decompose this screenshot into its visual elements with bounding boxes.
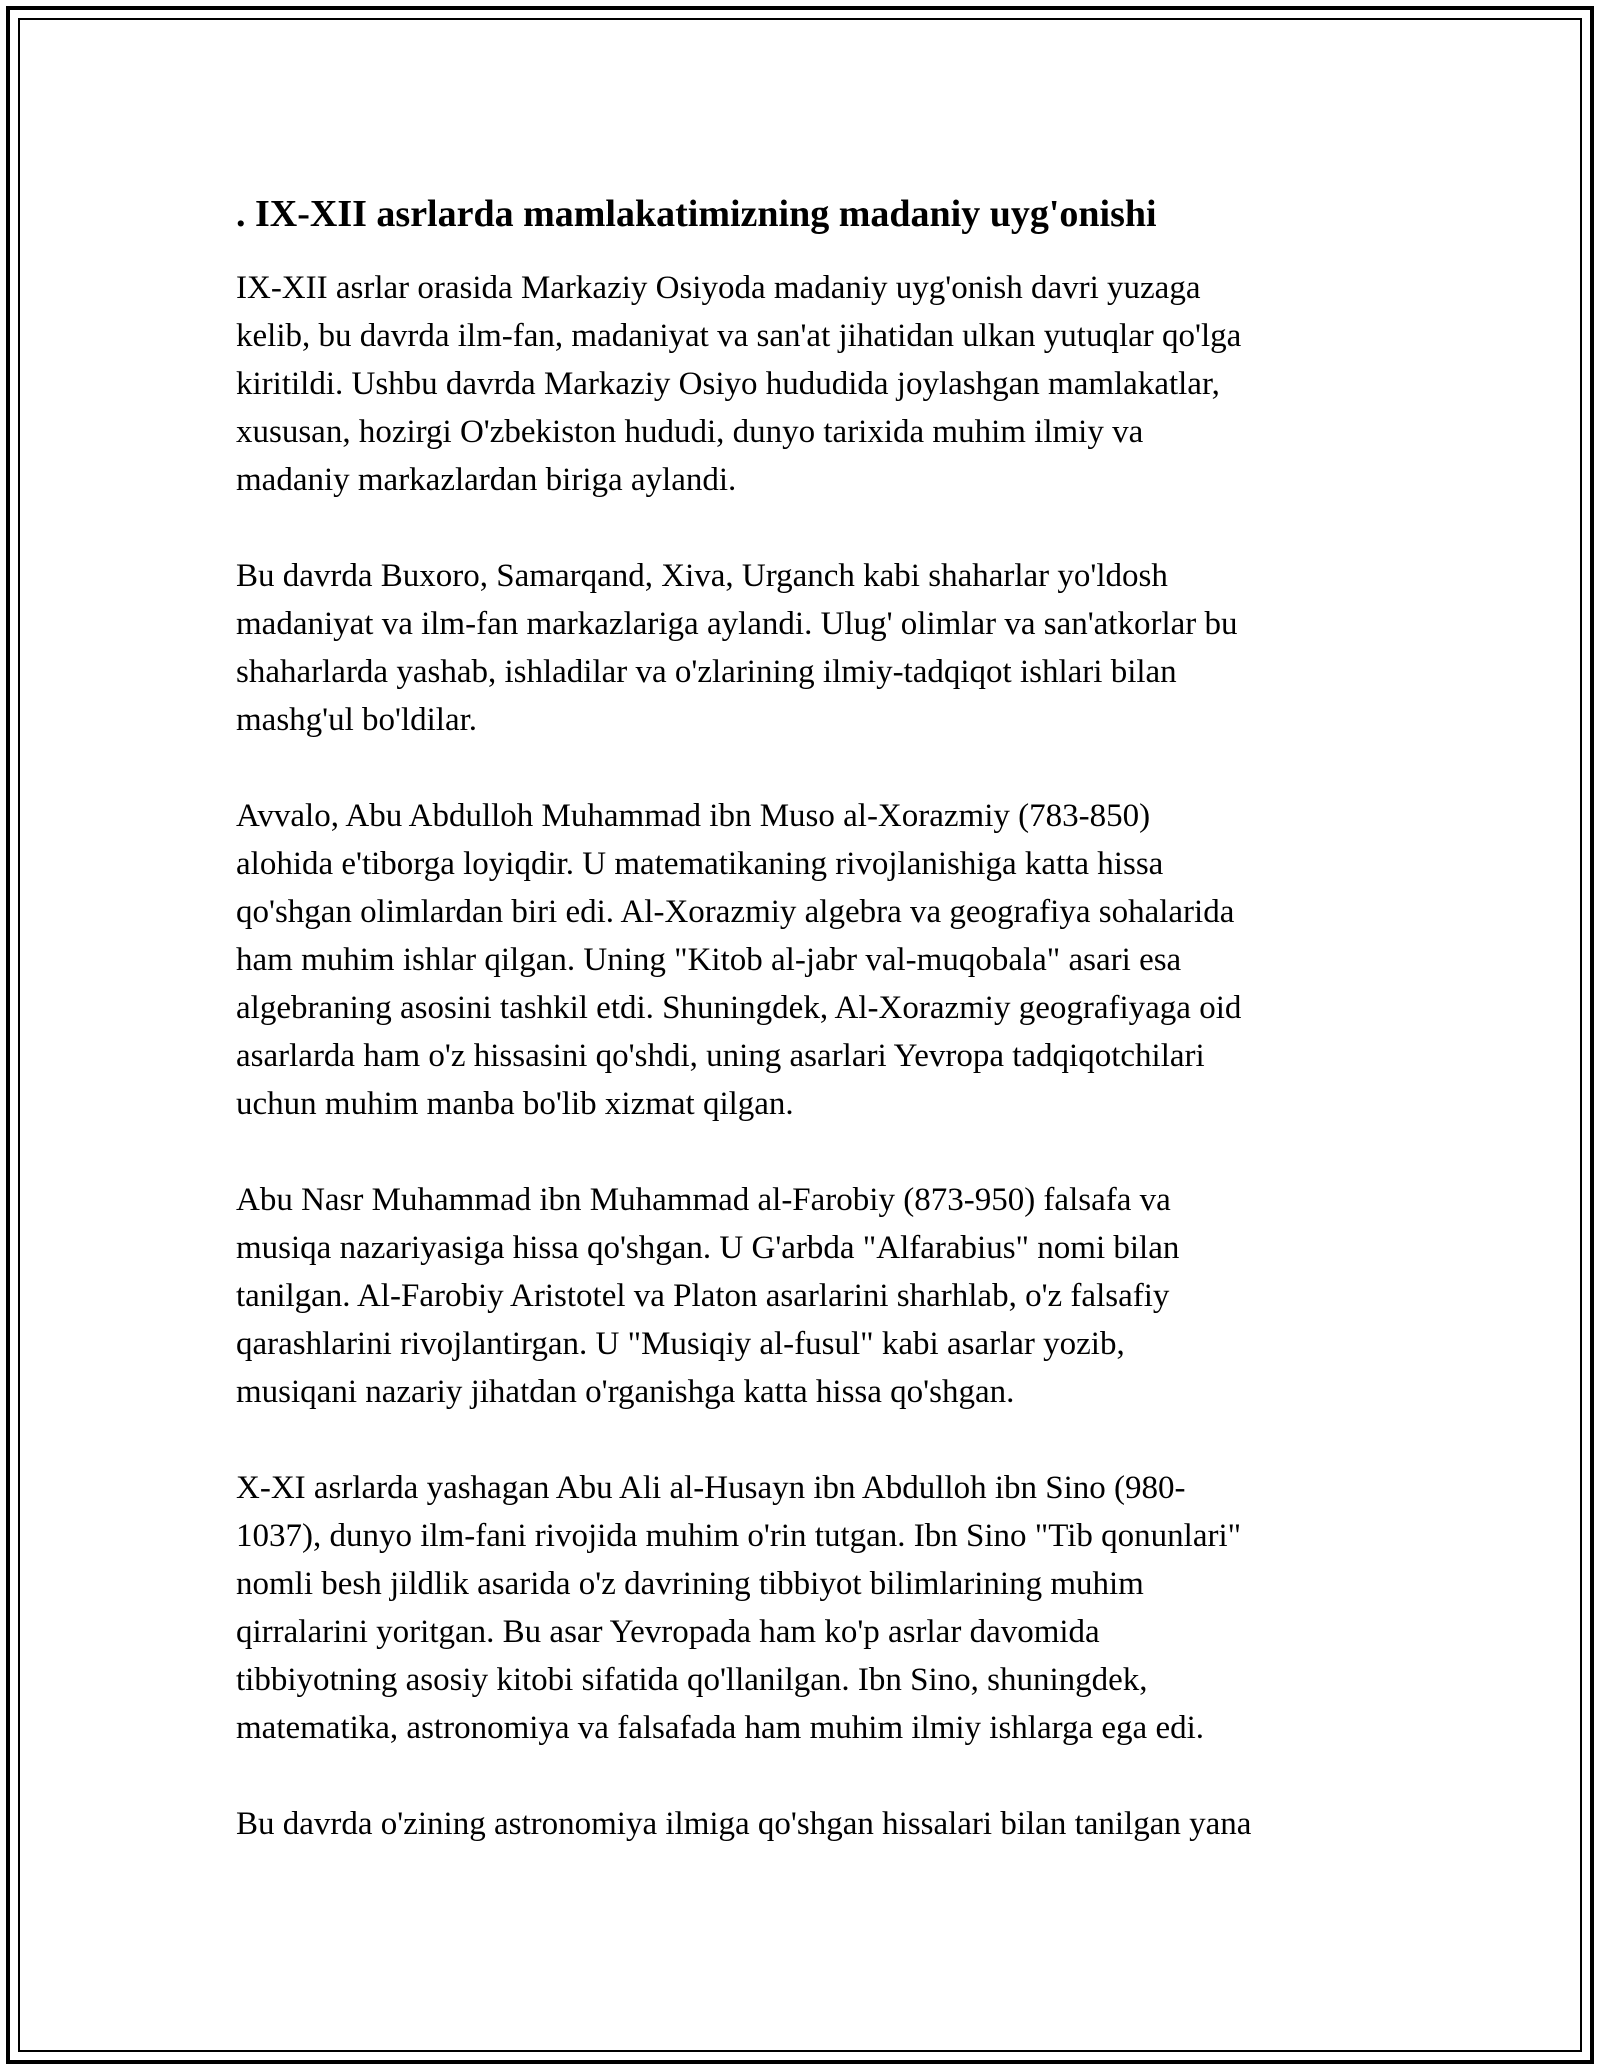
paragraph-ibn-sino [236, 1464, 1366, 1752]
document-title: . IX-XII asrlarda mamlakatimizning madaniy uyg'onishi [236, 193, 1157, 235]
text-line: matematika, astronomiya va falsafada ham muhim ilmiy ishlarga ega edi. [236, 1710, 1205, 1746]
text-line: X-XI asrlarda yashagan Abu Ali al-Husayn ibn Abdulloh ibn Sino (980- [236, 1470, 1186, 1506]
text-line: Bu davrda o'zining astronomiya ilmiga qo'shgan hissalari bilan tanilgan yana [236, 1806, 1252, 1842]
text-line: tibbiyotning asosiy kitobi sifatida qo'llanilgan. Ibn Sino, shuningdek, [236, 1662, 1148, 1698]
text-line: 1037), dunyo ilm-fani rivojida muhim o'rin tutgan. Ibn Sino "Tib qonunlari" [236, 1518, 1242, 1554]
paragraph-astronomy [236, 1800, 1366, 1848]
text-line: tanilgan. Al-Farobiy Aristotel va Platon asarlarini sharhlab, o'z falsafiy [236, 1278, 1170, 1314]
paragraph-al-xorazmiy [236, 792, 1366, 1128]
text-line: madaniyat va ilm-fan markazlariga aylandi. Ulug' olimlar va san'atkorlar bu [236, 606, 1238, 642]
text-line: madaniy markazlardan biriga aylandi. [236, 462, 737, 498]
text-line: qirralarini yoritgan. Bu asar Yevropada ham ko'p asrlar davomida [236, 1614, 1100, 1650]
text-line: qarashlarini rivojlantirgan. U "Musiqiy al-fusul" kabi asarlar yozib, [236, 1326, 1125, 1362]
text-line: mashg'ul bo'ldilar. [236, 702, 478, 738]
text-line: qo'shgan olimlardan biri edi. Al-Xorazmiy algebra va geografiya sohalarida [236, 894, 1235, 930]
text-line: Abu Nasr Muhammad ibn Muhammad al-Farobiy (873-950) falsafa va [236, 1182, 1171, 1218]
text-line: asarlarda ham o'z hissasini qo'shdi, uning asarlari Yevropa tadqiqotchilari [236, 1038, 1205, 1074]
text-line: musiqa nazariyasiga hissa qo'shgan. U G'arbda "Alfarabius" nomi bilan [236, 1230, 1180, 1266]
text-line: kelib, bu davrda ilm-fan, madaniyat va san'at jihatidan ulkan yutuqlar qo'lga [236, 318, 1242, 354]
text-line: shaharlarda yashab, ishladilar va o'zlarining ilmiy-tadqiqot ishlari bilan [236, 654, 1177, 690]
paragraph-intro [236, 264, 1366, 504]
text-line: alohida e'tiborga loyiqdir. U matematikaning rivojlanishiga katta hissa [236, 846, 1164, 882]
document-body [236, 186, 1366, 1896]
text-line: Bu davrda Buxoro, Samarqand, Xiva, Urganch kabi shaharlar yo'ldosh [236, 558, 1168, 594]
paragraph-cities [236, 552, 1366, 744]
paragraph-al-farobiy [236, 1176, 1366, 1416]
text-line: xususan, hozirgi O'zbekiston hududi, dunyo tarixida muhim ilmiy va [236, 414, 1144, 450]
text-line: IX-XII asrlar orasida Markaziy Osiyoda madaniy uyg'onish davri yuzaga [236, 270, 1201, 306]
text-line: Avvalo, Abu Abdulloh Muhammad ibn Muso al-Xorazmiy (783-850) [236, 798, 1151, 834]
text-line: musiqani nazariy jihatdan o'rganishga katta hissa qo'shgan. [236, 1374, 1015, 1410]
text-line: algebraning asosini tashkil etdi. Shuningdek, Al-Xorazmiy geografiyaga oid [236, 990, 1242, 1026]
text-line: uchun muhim manba bo'lib xizmat qilgan. [236, 1086, 794, 1122]
text-line: nomli besh jildlik asarida o'z davrining tibbiyot bilimlarining muhim [236, 1566, 1144, 1602]
text-line: ham muhim ishlar qilgan. Uning "Kitob al-jabr val-muqobala" asari esa [236, 942, 1182, 978]
text-line: kiritildi. Ushbu davrda Markaziy Osiyo hududida joylashgan mamlakatlar, [236, 366, 1220, 402]
